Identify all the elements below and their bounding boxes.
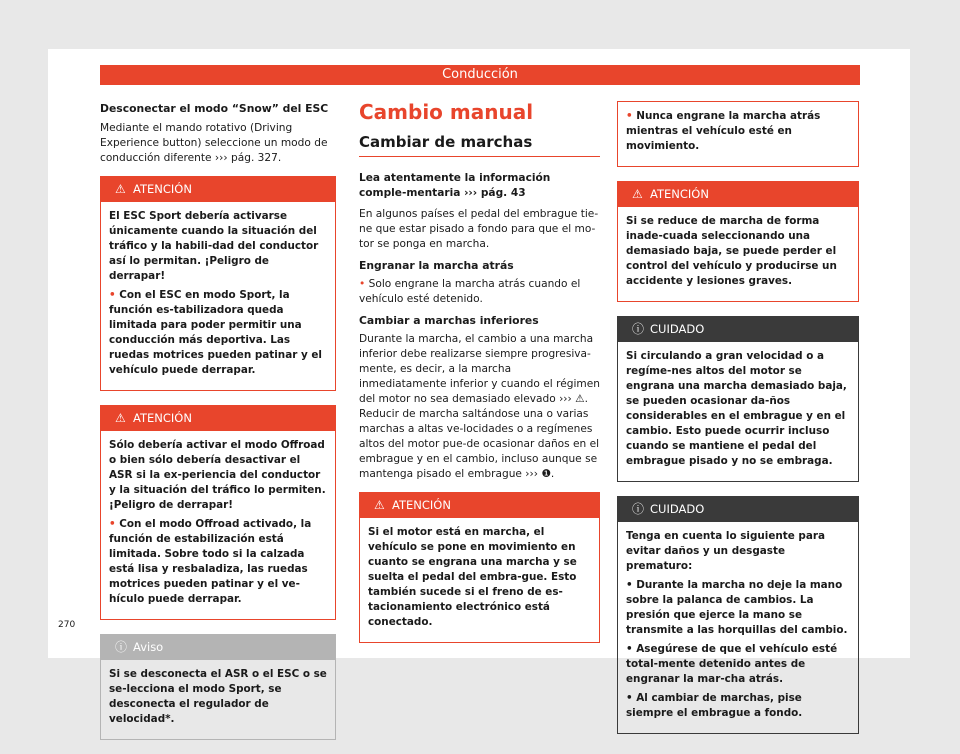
subsection-title: Desconectar el modo “Snow” del ESC	[100, 102, 329, 115]
warning-triangle-icon: ⚠	[632, 187, 643, 201]
care-title: CUIDADO	[650, 502, 705, 516]
warning-title: ATENCIÓN	[133, 411, 192, 425]
care-box	[617, 496, 859, 734]
note-title: Aviso	[133, 640, 164, 654]
warning-triangle-icon: ⚠	[115, 411, 126, 425]
bullet-icon: •	[109, 518, 120, 530]
column-3	[617, 101, 859, 748]
note-box	[100, 634, 336, 740]
care-bullet: • Durante la marcha no deje la mano sobre la palanca de cambios. La presión que ejerce la mano se transmite a las horquillas del cambio.	[626, 579, 848, 636]
column-1	[100, 101, 336, 754]
bullet-icon: •	[626, 692, 637, 704]
warning-triangle-icon: ⚠	[115, 182, 126, 196]
subheading: Cambiar a marchas inferiores	[359, 314, 539, 327]
lead-text: Lea atentamente la información comple-mentaria ››› pág. 43	[359, 172, 551, 199]
warning-title: ATENCIÓN	[133, 182, 192, 196]
section-title: Cambiar de marchas	[359, 135, 600, 157]
warning-title: ATENCIÓN	[650, 187, 709, 201]
bullet-icon: •	[359, 278, 369, 290]
section-header: Conducción	[100, 65, 860, 85]
info-circle-icon: ⓘ	[632, 322, 645, 336]
warning-box	[359, 492, 600, 643]
care-title: CUIDADO	[650, 322, 705, 336]
page-number: 270	[58, 620, 76, 630]
bullet-icon: •	[626, 579, 637, 591]
body-text: Durante la marcha, el cambio a una marcha inferior debe realizarse siempre progresiva-mente, es decir, a la marcha inmediatamente inferior y cuando el régimen del motor no sea demasiado elevado ››› ⚠. Reducir de marcha saltándose una o varias marchas a altas ve-locidades o a regímenes altos del motor pue-de ocasionar daños en el embrague y en el cambio, incluso aunque se mantenga pisado el embrague ››› ❶.	[359, 333, 600, 480]
care-text: Si circulando a gran velocidad o a regíme-nes altos del motor se engrana una marcha demasiado baja, se pueden ocasionar da-ños considerables en el embrague y en el cambio. Esto puede ocurrir incluso cuando se mantiene el pedal del embrague pisado y no se embraga.	[626, 350, 847, 467]
bullet-icon: •	[626, 110, 637, 122]
chapter-title: Cambio manual	[359, 100, 534, 124]
warning-box	[100, 176, 336, 391]
warning-triangle-icon: ⚠	[374, 498, 385, 512]
warning-text: El ESC Sport debería activarse únicamente cuando la situación del tráfico y la habili-dad del conductor así lo permitan. ¡Peligro de derrapar!	[109, 210, 319, 282]
warning-text: Si se reduce de marcha de forma inade-cuada seleccionando una demasiado baja, se puede perder el control del vehículo y producirse un accidente y lesiones graves.	[626, 215, 837, 287]
care-bullet: • Al cambiar de marchas, pise siempre el embrague a fondo.	[626, 692, 803, 719]
care-box	[617, 316, 859, 482]
warning-bullet: • Con el ESC en modo Sport, la función es-tabilizadora queda limitada para poder permitir una conducción más deportiva. Las ruedas motrices pueden patinar y el vehículo puede derrapar.	[109, 289, 322, 376]
care-text: Tenga en cuenta lo siguiente para evitar daños y un desgaste prematuro:	[626, 530, 825, 572]
warning-text: Sólo debería activar el modo Offroad o bien sólo debería desactivar el ASR si la ex-periencia del conductor y la situación del tráfico lo permiten. ¡Peligro de derrapar!	[109, 439, 326, 511]
bullet-item: • Solo engrane la marcha atrás cuando el vehículo esté detenido.	[359, 278, 581, 305]
warning-bullet: • Nunca engrane la marcha atrás mientras el vehículo esté en movimiento.	[626, 110, 821, 152]
subheading: Engranar la marcha atrás	[359, 259, 514, 272]
body-text: En algunos países el pedal del embrague tie-ne que estar pisado a fondo para que el mo-tor se ponga en marcha.	[359, 208, 599, 250]
note-icon: ⓘ	[115, 640, 128, 654]
column-2	[359, 101, 600, 657]
warning-bullet: • Con el modo Offroad activado, la función de estabilización está limitada. Sobre todo si la calzada está lisa y resbaladiza, las ruedas motrices pueden patinar y el ve-hículo puede derrapar.	[109, 518, 312, 605]
warning-box	[617, 181, 859, 302]
bullet-icon: •	[626, 643, 637, 655]
warning-continuation-box	[617, 101, 859, 167]
note-text: Si se desconecta el ASR o el ESC o se se-lecciona el modo Sport, se desconecta el regulador de velocidad*.	[109, 668, 327, 725]
warning-box	[100, 405, 336, 620]
warning-text: Si el motor está en marcha, el vehículo se pone en movimiento en cuanto se engrana una marcha y se suelta el pedal del embra-gue. Esto también sucede si el freno de es-tacionamiento electrónico está conectado.	[368, 526, 577, 628]
bullet-icon: •	[109, 289, 120, 301]
info-circle-icon: ⓘ	[632, 502, 645, 516]
body-text: Mediante el mando rotativo (Driving Experience button) seleccione un modo de conducción diferente ››› pág. 327.	[100, 122, 328, 164]
warning-title: ATENCIÓN	[392, 498, 451, 512]
care-bullet: • Asegúrese de que el vehículo esté total-mente detenido antes de engranar la mar-cha atrás.	[626, 643, 838, 685]
